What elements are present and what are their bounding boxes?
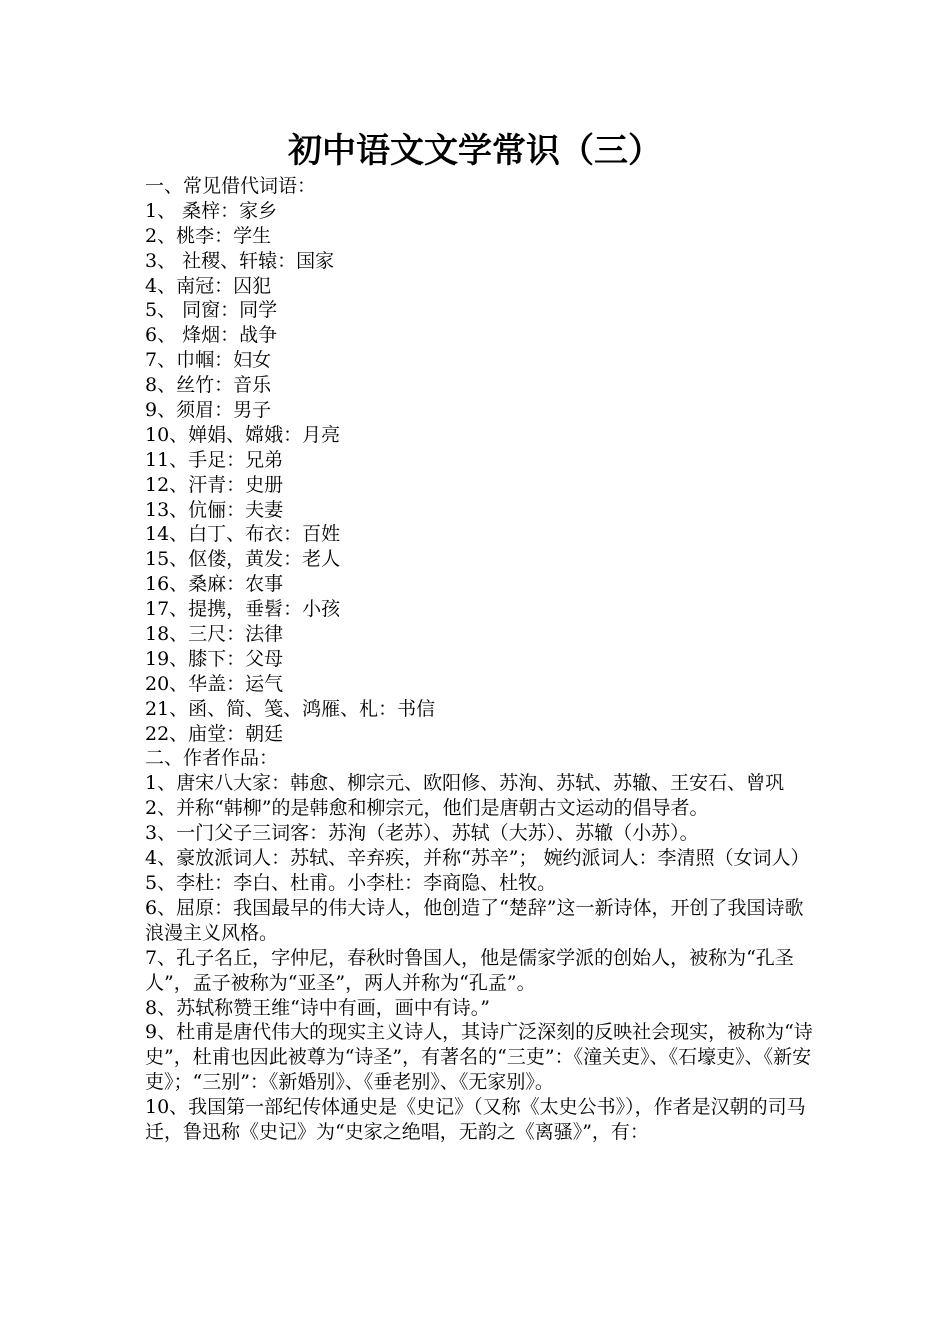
list-item: 20、华盖：运气 <box>145 672 284 695</box>
list-item: 2、桃李：学生 <box>145 224 272 247</box>
list-item: 4、南冠：囚犯 <box>145 274 272 297</box>
list-item: 21、函、简、笺、鸿雁、札：书信 <box>145 697 436 720</box>
list-item: 6、 烽烟：战争 <box>145 324 278 347</box>
list-item: 16、桑麻：农事 <box>145 573 284 596</box>
paragraph: 1、唐宋八大家：韩愈、柳宗元、欧阳修、苏洵、苏轼、苏辙、王安石、曾巩 <box>145 772 785 795</box>
paragraph: 8、苏轼称赞王维“诗中有画，画中有诗。” <box>145 996 491 1019</box>
list-item: 7、巾帼：妇女 <box>145 349 272 372</box>
document-body <box>145 174 815 1145</box>
section-heading-borrowed-words: 一、常见借代词语： <box>145 175 317 197</box>
paragraph: 2、并称“韩柳”的是韩愈和柳宗元，他们是唐朝古文运动的倡导者。 <box>145 797 709 820</box>
paragraph: 10、我国第一部纪传体通史是《史记》（又称《太史公书》），作者是汉朝的司马迁，鲁迅称《史记》为“史家之绝唱，无韵之《离骚》”，有： <box>145 1096 806 1144</box>
list-item: 11、手足：兄弟 <box>145 448 284 471</box>
paragraph: 4、豪放派词人：苏轼、辛弃疾，并称“苏辛”； 婉约派词人：李清照（女词人） <box>145 847 810 870</box>
paragraph: 9、杜甫是唐代伟大的现实主义诗人，其诗广泛深刻的反映社会现实，被称为“诗史”，杜甫也因此被尊为“诗圣”，有著名的“三吏”：《潼关吏》、《石壕吏》、《新安吏》；“三别”：《新婚别》、《垂老别》、《无家别》。 <box>145 1021 813 1094</box>
list-item: 9、须眉：男子 <box>145 399 272 422</box>
list-item: 8、丝竹：音乐 <box>145 374 272 397</box>
list-item: 14、白丁、布衣：百姓 <box>145 523 341 546</box>
paragraph: 5、李杜：李白、杜甫。小李杜：李商隐、杜牧。 <box>145 872 557 894</box>
list-item: 10、婵娟、嫦娥：月亮 <box>145 423 341 446</box>
list-item: 5、 同窗：同学 <box>145 299 278 322</box>
list-item: 17、提携，垂髫：小孩 <box>145 598 341 621</box>
list-item: 18、三尺：法律 <box>145 623 284 646</box>
list-item: 1、 桑梓：家乡 <box>145 199 278 222</box>
list-item: 3、 社稷、轩辕：国家 <box>145 249 335 272</box>
list-item: 15、伛偻，黄发：老人 <box>145 548 341 571</box>
list-item: 13、伉俪：夫妻 <box>145 498 284 521</box>
list-item: 12、汗青：史册 <box>145 473 284 496</box>
section-heading-authors-works: 二、作者作品： <box>145 747 279 770</box>
list-item: 19、膝下：父母 <box>145 647 284 670</box>
paragraph: 6、屈原：我国最早的伟大诗人，他创造了“楚辞”这一新诗体，开创了我国诗歌浪漫主义风格。 <box>145 896 804 944</box>
paragraph: 7、孔子名丘，字仲尼，春秋时鲁国人，他是儒家学派的创始人，被称为“孔圣人”，孟子被称为“亚圣”，两人并称为“孔孟”。 <box>145 946 794 994</box>
list-item: 22、庙堂：朝廷 <box>145 722 284 745</box>
document-title: 初中语文文学常识（三） <box>288 131 662 171</box>
paragraph: 3、一门父子三词客：苏洵（老苏）、苏轼（大苏）、苏辙（小苏）。 <box>145 822 699 845</box>
